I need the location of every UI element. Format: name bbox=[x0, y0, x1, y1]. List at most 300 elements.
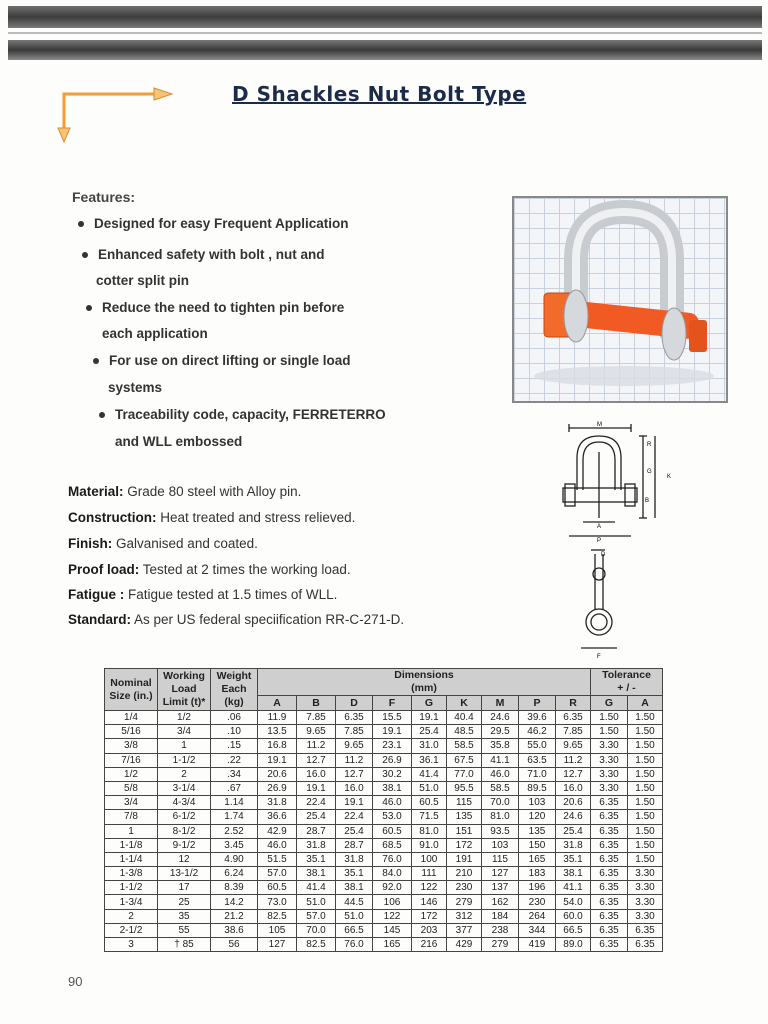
table-cell: 172 bbox=[447, 838, 482, 852]
table-cell: 82.5 bbox=[297, 938, 336, 952]
feature-item: Enhanced safety with bolt , nut and bbox=[82, 241, 325, 268]
spec-line bbox=[68, 562, 351, 577]
table-cell: 31.8 bbox=[297, 838, 336, 852]
table-cell: 84.0 bbox=[373, 867, 412, 881]
table-cell: 70.0 bbox=[297, 923, 336, 937]
table-subheader-cell: P bbox=[519, 696, 556, 711]
table-cell: 46.0 bbox=[373, 796, 412, 810]
table-cell: 31.8 bbox=[336, 852, 373, 866]
table-cell: 35.1 bbox=[556, 852, 591, 866]
table-cell: 66.5 bbox=[556, 923, 591, 937]
table-cell: 1 bbox=[158, 739, 211, 753]
table-cell: 95.5 bbox=[447, 781, 482, 795]
feature-item: Designed for easy Frequent Application bbox=[78, 210, 349, 237]
table-cell: 1/2 bbox=[105, 767, 158, 781]
table-subheader-cell: G bbox=[412, 696, 447, 711]
feature-item-continued: each application bbox=[102, 326, 208, 341]
bullet-icon bbox=[82, 252, 88, 258]
table-cell: 25 bbox=[158, 895, 211, 909]
table-cell: 1.50 bbox=[628, 781, 663, 795]
table-cell: 165 bbox=[519, 852, 556, 866]
table-cell: 76.0 bbox=[336, 938, 373, 952]
table-cell: 1/2 bbox=[158, 711, 211, 725]
table-cell: 25.4 bbox=[336, 824, 373, 838]
table-cell: 19.1 bbox=[412, 711, 447, 725]
table-cell: 16.0 bbox=[556, 781, 591, 795]
table-cell: 105 bbox=[258, 923, 297, 937]
table-cell: 120 bbox=[519, 810, 556, 824]
table-cell: 230 bbox=[519, 895, 556, 909]
features-heading: Features: bbox=[72, 189, 136, 205]
table-cell: 344 bbox=[519, 923, 556, 937]
table-cell: 6.35 bbox=[591, 852, 628, 866]
table-cell: 17 bbox=[158, 881, 211, 895]
table-cell: 42.9 bbox=[258, 824, 297, 838]
dim-label-r: R bbox=[647, 442, 652, 448]
table-cell: 7.85 bbox=[556, 725, 591, 739]
table-cell: 2-1/2 bbox=[105, 923, 158, 937]
table-cell: 12 bbox=[158, 852, 211, 866]
table-cell: 81.0 bbox=[412, 824, 447, 838]
col-tolerance: Tolerance + / - bbox=[591, 669, 663, 696]
table-cell: 20.6 bbox=[258, 767, 297, 781]
table-cell: 419 bbox=[519, 938, 556, 952]
table-cell: 146 bbox=[412, 895, 447, 909]
table-row bbox=[105, 838, 663, 852]
table-cell: 1.50 bbox=[628, 711, 663, 725]
table-cell: 93.5 bbox=[482, 824, 519, 838]
col-nominal-size: Nominal Size (in.) bbox=[105, 669, 158, 711]
table-cell: 3.45 bbox=[211, 838, 258, 852]
table-cell: 312 bbox=[447, 909, 482, 923]
table-cell: .67 bbox=[211, 781, 258, 795]
table-cell: 31.0 bbox=[412, 739, 447, 753]
table-cell: 29.5 bbox=[482, 725, 519, 739]
table-cell: 70.0 bbox=[482, 796, 519, 810]
table-row bbox=[105, 781, 663, 795]
table-cell: 1.50 bbox=[591, 725, 628, 739]
table-cell: 4-3/4 bbox=[158, 796, 211, 810]
bullet-icon bbox=[99, 412, 105, 418]
table-cell: 103 bbox=[519, 796, 556, 810]
table-cell: 377 bbox=[447, 923, 482, 937]
table-cell: 6.35 bbox=[591, 895, 628, 909]
shackle-dimension-diagram bbox=[555, 418, 685, 668]
table-cell: 196 bbox=[519, 881, 556, 895]
table-cell: 19.1 bbox=[297, 781, 336, 795]
table-cell: 6.35 bbox=[591, 824, 628, 838]
table-cell: 9-1/2 bbox=[158, 838, 211, 852]
table-cell: 39.6 bbox=[519, 711, 556, 725]
table-cell: 1.50 bbox=[628, 852, 663, 866]
table-cell: 230 bbox=[447, 881, 482, 895]
table-cell: 9.65 bbox=[297, 725, 336, 739]
table-cell: 279 bbox=[447, 895, 482, 909]
table-cell: 16.8 bbox=[258, 739, 297, 753]
bullet-icon bbox=[86, 305, 92, 311]
table-cell: 3.30 bbox=[628, 881, 663, 895]
table-cell: 26.9 bbox=[258, 781, 297, 795]
table-subheader-cell: M bbox=[482, 696, 519, 711]
table-cell: 76.0 bbox=[373, 852, 412, 866]
page-title: D Shackles Nut Bolt Type bbox=[232, 82, 527, 106]
table-cell: 1-1/2 bbox=[105, 881, 158, 895]
table-row bbox=[105, 824, 663, 838]
table-cell: 165 bbox=[373, 938, 412, 952]
table-cell: 264 bbox=[519, 909, 556, 923]
page-number: 90 bbox=[68, 974, 83, 989]
table-cell: 57.0 bbox=[297, 909, 336, 923]
table-cell: 25.4 bbox=[297, 810, 336, 824]
table-row bbox=[105, 725, 663, 739]
table-cell: 6.35 bbox=[336, 711, 373, 725]
table-cell: 57.0 bbox=[258, 867, 297, 881]
table-cell: .34 bbox=[211, 767, 258, 781]
table-cell: 111 bbox=[412, 867, 447, 881]
table-cell: 11.2 bbox=[297, 739, 336, 753]
table-row bbox=[105, 711, 663, 725]
spec-line bbox=[68, 536, 258, 551]
table-cell: 24.6 bbox=[482, 711, 519, 725]
spec-value: Tested at 2 times the working load. bbox=[142, 562, 351, 577]
table-cell: † 85 bbox=[158, 938, 211, 952]
table-cell: 81.0 bbox=[482, 810, 519, 824]
table-cell: 25.4 bbox=[412, 725, 447, 739]
table-row bbox=[105, 796, 663, 810]
bullet-icon bbox=[78, 221, 84, 227]
spec-label: Fatigue : bbox=[68, 587, 125, 602]
table-cell: 36.6 bbox=[258, 810, 297, 824]
dim-label-a: A bbox=[597, 524, 602, 530]
table-cell: 23.1 bbox=[373, 739, 412, 753]
table-cell: 6.24 bbox=[211, 867, 258, 881]
table-cell: 6.35 bbox=[591, 923, 628, 937]
header-band-top bbox=[8, 6, 762, 28]
spec-label: Construction: bbox=[68, 510, 157, 525]
spec-line bbox=[68, 587, 337, 602]
table-cell: 91.0 bbox=[412, 838, 447, 852]
table-cell: 19.1 bbox=[336, 796, 373, 810]
table-cell: 1-3/4 bbox=[105, 895, 158, 909]
table-cell: 2 bbox=[105, 909, 158, 923]
table-cell: 2 bbox=[158, 767, 211, 781]
table-row bbox=[105, 753, 663, 767]
spec-label: Proof load: bbox=[68, 562, 140, 577]
table-cell: 31.8 bbox=[556, 838, 591, 852]
table-cell: 60.5 bbox=[258, 881, 297, 895]
table-cell: 279 bbox=[482, 938, 519, 952]
table-cell: 150 bbox=[519, 838, 556, 852]
table-cell: 135 bbox=[447, 810, 482, 824]
table-cell: 40.4 bbox=[447, 711, 482, 725]
dim-label-g: G bbox=[647, 469, 652, 475]
header-divider bbox=[8, 32, 762, 34]
table-cell: 35.8 bbox=[482, 739, 519, 753]
table-cell: 1.50 bbox=[628, 796, 663, 810]
table-row bbox=[105, 895, 663, 909]
table-cell: 429 bbox=[447, 938, 482, 952]
table-cell: 3/4 bbox=[158, 725, 211, 739]
table-cell: 71.5 bbox=[412, 810, 447, 824]
table-cell: 210 bbox=[447, 867, 482, 881]
table-row bbox=[105, 881, 663, 895]
table-cell: 14.2 bbox=[211, 895, 258, 909]
table-cell: 6.35 bbox=[591, 881, 628, 895]
table-cell: 3.30 bbox=[591, 753, 628, 767]
table-cell: 1-1/2 bbox=[158, 753, 211, 767]
table-cell: 137 bbox=[482, 881, 519, 895]
table-cell: 13.5 bbox=[258, 725, 297, 739]
table-cell: 1 bbox=[105, 824, 158, 838]
table-cell: 103 bbox=[482, 838, 519, 852]
table-row bbox=[105, 810, 663, 824]
table-cell: 3.30 bbox=[591, 767, 628, 781]
spec-label: Finish: bbox=[68, 536, 113, 551]
table-row bbox=[105, 923, 663, 937]
table-cell: 58.5 bbox=[482, 781, 519, 795]
shackle-image-icon bbox=[514, 198, 726, 401]
shackle-spec-table bbox=[104, 668, 663, 952]
table-cell: 38.1 bbox=[336, 881, 373, 895]
table-cell: 8.39 bbox=[211, 881, 258, 895]
table-cell: 183 bbox=[519, 867, 556, 881]
header-band-bottom bbox=[8, 40, 762, 60]
table-cell: 46.0 bbox=[258, 838, 297, 852]
table-cell: 1-1/4 bbox=[105, 852, 158, 866]
table-cell: 191 bbox=[447, 852, 482, 866]
table-cell: 11.2 bbox=[336, 753, 373, 767]
feature-item-continued: cotter split pin bbox=[96, 273, 190, 288]
table-cell: 41.1 bbox=[482, 753, 519, 767]
table-cell: 216 bbox=[412, 938, 447, 952]
table-cell: 26.9 bbox=[373, 753, 412, 767]
table-row bbox=[105, 739, 663, 753]
table-cell: 44.5 bbox=[336, 895, 373, 909]
table-cell: 35.1 bbox=[297, 852, 336, 866]
table-cell: 6.35 bbox=[556, 711, 591, 725]
table-cell: 162 bbox=[482, 895, 519, 909]
table-subheader-cell: D bbox=[336, 696, 373, 711]
spec-label: Standard: bbox=[68, 612, 132, 627]
table-cell: 6.35 bbox=[591, 796, 628, 810]
table-cell: 1.50 bbox=[628, 725, 663, 739]
table-subheader-cell: A bbox=[258, 696, 297, 711]
table-cell: 67.5 bbox=[447, 753, 482, 767]
table-cell: 127 bbox=[258, 938, 297, 952]
table-cell: 54.0 bbox=[556, 895, 591, 909]
table-cell: 13-1/2 bbox=[158, 867, 211, 881]
table-cell: 6-1/2 bbox=[158, 810, 211, 824]
table-subheader-cell: F bbox=[373, 696, 412, 711]
table-cell: 1.50 bbox=[628, 739, 663, 753]
table-cell: 35.1 bbox=[336, 867, 373, 881]
table-cell: 8-1/2 bbox=[158, 824, 211, 838]
table-cell: 3.30 bbox=[591, 781, 628, 795]
dim-label-p: P bbox=[597, 538, 602, 544]
feature-item: Reduce the need to tighten pin before bbox=[86, 294, 344, 321]
table-cell: 3.30 bbox=[591, 739, 628, 753]
feature-item: For use on direct lifting or single load bbox=[93, 347, 351, 374]
table-cell: 19.1 bbox=[373, 725, 412, 739]
table-cell: 4.90 bbox=[211, 852, 258, 866]
spec-line bbox=[68, 510, 355, 525]
table-cell: 1.50 bbox=[628, 810, 663, 824]
table-cell: 16.0 bbox=[297, 767, 336, 781]
table-cell: 38.1 bbox=[373, 781, 412, 795]
table-cell: 48.5 bbox=[447, 725, 482, 739]
table-cell: 1.50 bbox=[591, 711, 628, 725]
table-cell: 15.5 bbox=[373, 711, 412, 725]
table-cell: 122 bbox=[373, 909, 412, 923]
spec-label: Material: bbox=[68, 484, 124, 499]
table-cell: 41.4 bbox=[297, 881, 336, 895]
feature-item: Traceability code, capacity, FERRETERRO bbox=[99, 401, 386, 428]
table-subheader-cell: G bbox=[591, 696, 628, 711]
table-cell: 36.1 bbox=[412, 753, 447, 767]
table-cell: 60.5 bbox=[373, 824, 412, 838]
table-cell: 3/4 bbox=[105, 796, 158, 810]
table-cell: 127 bbox=[482, 867, 519, 881]
table-subheader-cell: R bbox=[556, 696, 591, 711]
table-cell: 38.1 bbox=[556, 867, 591, 881]
table-cell: 58.5 bbox=[447, 739, 482, 753]
table-cell: 6.35 bbox=[591, 810, 628, 824]
table-cell: 51.5 bbox=[258, 852, 297, 866]
table-cell: 38.6 bbox=[211, 923, 258, 937]
table-cell: 115 bbox=[482, 852, 519, 866]
table-cell: 6.35 bbox=[591, 909, 628, 923]
table-cell: 11.9 bbox=[258, 711, 297, 725]
table-cell: 38.1 bbox=[297, 867, 336, 881]
dim-label-k: K bbox=[667, 474, 672, 480]
table-cell: 115 bbox=[447, 796, 482, 810]
table-cell: 55.0 bbox=[519, 739, 556, 753]
table-cell: 135 bbox=[519, 824, 556, 838]
table-cell: 41.4 bbox=[412, 767, 447, 781]
table-cell: 203 bbox=[412, 923, 447, 937]
shackle-photo bbox=[512, 196, 728, 403]
spec-line bbox=[68, 484, 301, 499]
table-cell: 3/8 bbox=[105, 739, 158, 753]
table-cell: 6.35 bbox=[591, 867, 628, 881]
dim-label-m: M bbox=[597, 422, 602, 428]
table-cell: 6.35 bbox=[628, 923, 663, 937]
table-cell: 3-1/4 bbox=[158, 781, 211, 795]
col-weight: Weight Each (kg) bbox=[211, 669, 258, 711]
table-subheader-cell: B bbox=[297, 696, 336, 711]
table-cell: 7/16 bbox=[105, 753, 158, 767]
table-cell: 51.0 bbox=[297, 895, 336, 909]
table-cell: 68.5 bbox=[373, 838, 412, 852]
table-cell: 7.85 bbox=[336, 725, 373, 739]
col-working-load: Working Load Limit (t)* bbox=[158, 669, 211, 711]
spec-value: Fatigue tested at 1.5 times of WLL. bbox=[128, 587, 338, 602]
table-cell: 22.4 bbox=[297, 796, 336, 810]
table-cell: 22.4 bbox=[336, 810, 373, 824]
table-cell: 66.5 bbox=[336, 923, 373, 937]
table-cell: 6.35 bbox=[591, 838, 628, 852]
table-cell: 6.35 bbox=[628, 938, 663, 952]
table-subheader-cell: K bbox=[447, 696, 482, 711]
table-cell: .15 bbox=[211, 739, 258, 753]
table-cell: 16.0 bbox=[336, 781, 373, 795]
table-header-row bbox=[105, 669, 663, 696]
table-cell: 51.0 bbox=[412, 781, 447, 795]
table-cell: 51.0 bbox=[336, 909, 373, 923]
table-cell: 46.0 bbox=[482, 767, 519, 781]
table-row bbox=[105, 909, 663, 923]
table-cell: 2.52 bbox=[211, 824, 258, 838]
table-cell: 30.2 bbox=[373, 767, 412, 781]
table-cell: 12.7 bbox=[297, 753, 336, 767]
hook-pointer-icon bbox=[54, 84, 184, 146]
col-dimensions: Dimensions (mm) bbox=[258, 669, 591, 696]
table-cell: 60.0 bbox=[556, 909, 591, 923]
table-cell: 5/16 bbox=[105, 725, 158, 739]
table-cell: 73.0 bbox=[258, 895, 297, 909]
table-cell: 24.6 bbox=[556, 810, 591, 824]
table-cell: 5/8 bbox=[105, 781, 158, 795]
table-cell: 1/4 bbox=[105, 711, 158, 725]
feature-item-continued: and WLL embossed bbox=[115, 434, 243, 449]
table-cell: 89.5 bbox=[519, 781, 556, 795]
table-cell: 3.30 bbox=[628, 867, 663, 881]
table-cell: .22 bbox=[211, 753, 258, 767]
table-cell: 3.30 bbox=[628, 895, 663, 909]
dim-label-b: B bbox=[645, 498, 650, 504]
table-cell: 122 bbox=[412, 881, 447, 895]
table-cell: 1-3/8 bbox=[105, 867, 158, 881]
table-cell: 31.8 bbox=[258, 796, 297, 810]
table-cell: 172 bbox=[412, 909, 447, 923]
table-cell: 100 bbox=[412, 852, 447, 866]
table-cell: 106 bbox=[373, 895, 412, 909]
table-cell: 1.74 bbox=[211, 810, 258, 824]
table-cell: 28.7 bbox=[336, 838, 373, 852]
spec-value: Galvanised and coated. bbox=[116, 536, 258, 551]
table-cell: 145 bbox=[373, 923, 412, 937]
table-cell: 35 bbox=[158, 909, 211, 923]
table-cell: 77.0 bbox=[447, 767, 482, 781]
table-cell: 28.7 bbox=[297, 824, 336, 838]
table-cell: 3.30 bbox=[628, 909, 663, 923]
table-cell: 89.0 bbox=[556, 938, 591, 952]
table-cell: 82.5 bbox=[258, 909, 297, 923]
table-cell: 60.5 bbox=[412, 796, 447, 810]
table-row bbox=[105, 767, 663, 781]
table-row bbox=[105, 852, 663, 866]
spec-value: Heat treated and stress relieved. bbox=[160, 510, 356, 525]
table-cell: 9.65 bbox=[336, 739, 373, 753]
dim-label-d: D bbox=[601, 552, 606, 558]
table-cell: 25.4 bbox=[556, 824, 591, 838]
table-cell: 7/8 bbox=[105, 810, 158, 824]
spec-value: As per US federal speciification RR-C-271-D. bbox=[134, 612, 405, 627]
table-row bbox=[105, 867, 663, 881]
table-row bbox=[105, 938, 663, 952]
spec-value: Grade 80 steel with Alloy pin. bbox=[127, 484, 302, 499]
table-cell: 63.5 bbox=[519, 753, 556, 767]
table-cell: 56 bbox=[211, 938, 258, 952]
table-cell: 71.0 bbox=[519, 767, 556, 781]
table-cell: 20.6 bbox=[556, 796, 591, 810]
table-body bbox=[105, 711, 663, 952]
table-cell: 3 bbox=[105, 938, 158, 952]
table-cell: .06 bbox=[211, 711, 258, 725]
table-cell: .10 bbox=[211, 725, 258, 739]
dim-label-f: F bbox=[597, 654, 601, 660]
table-cell: 12.7 bbox=[556, 767, 591, 781]
